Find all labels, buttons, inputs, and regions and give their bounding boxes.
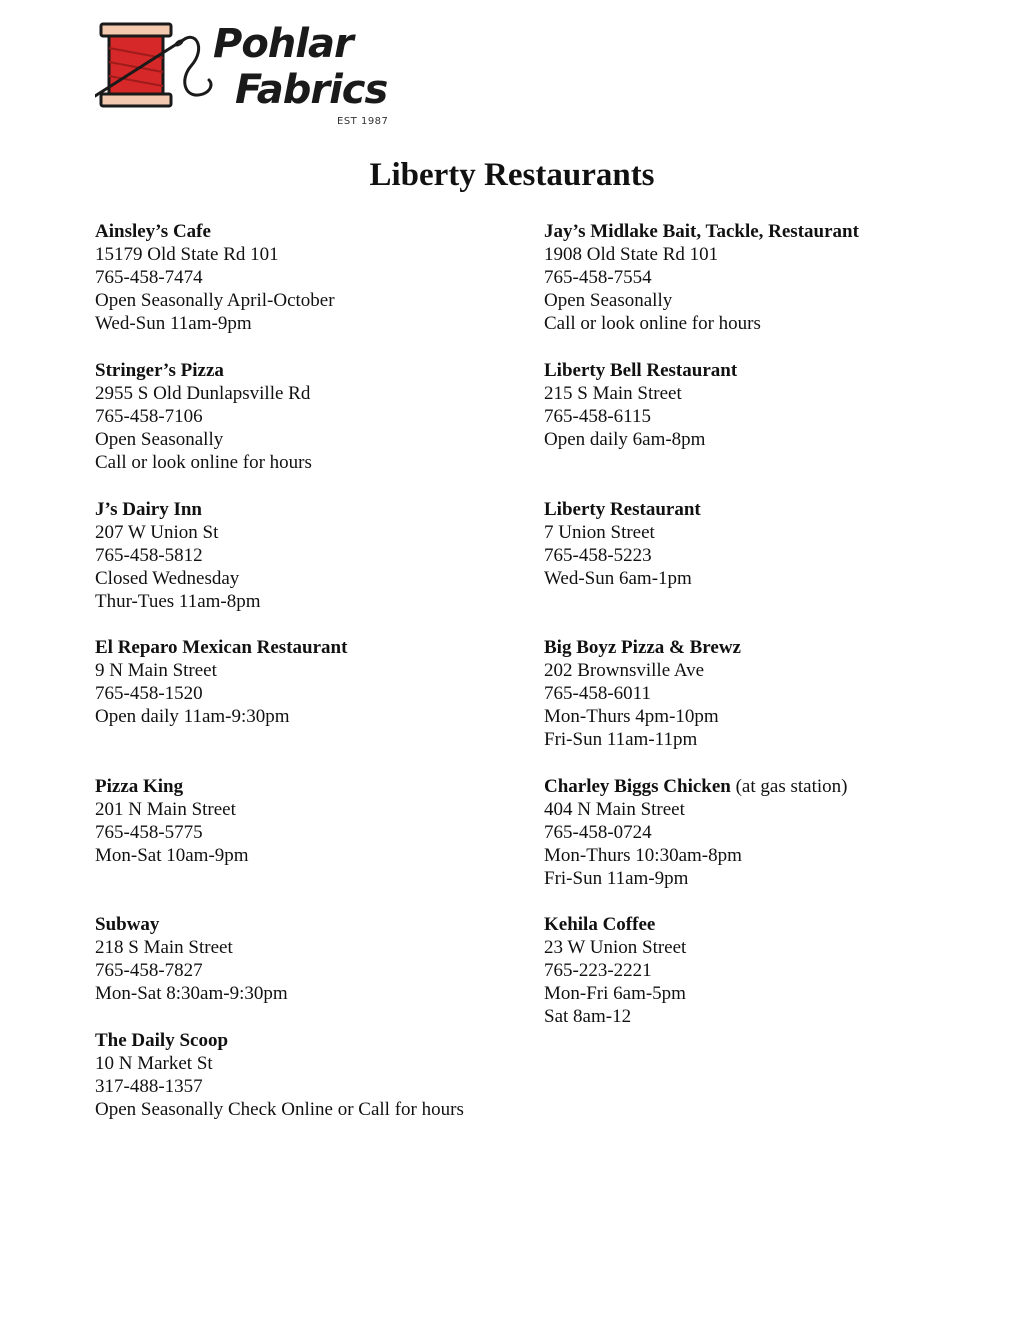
restaurant-entry <box>544 220 859 335</box>
restaurant-name: Pizza King <box>95 776 184 797</box>
spool-and-needle-icon <box>95 18 215 113</box>
restaurant-name: Subway <box>95 914 160 935</box>
restaurant-details: Mon-Thurs 4pm-10pm <box>544 706 719 728</box>
restaurant-name: The Daily Scoop <box>95 1030 229 1051</box>
restaurant-entry <box>95 636 347 728</box>
restaurant-entry <box>544 359 737 451</box>
restaurant-details: Closed Wednesday <box>95 568 240 590</box>
restaurant-entry <box>95 220 335 335</box>
restaurant-phone: 765-458-6115 <box>544 406 651 428</box>
restaurant-phone: 765-458-7106 <box>95 406 203 428</box>
restaurant-address: 10 N Market St <box>95 1053 213 1075</box>
restaurant-address: 202 Brownsville Ave <box>544 660 705 682</box>
logo-brand-line-1: Pohlar <box>213 21 353 67</box>
restaurant-note: (at gas station) <box>730 776 848 797</box>
restaurant-phone: 765-458-0724 <box>544 822 652 844</box>
restaurant-details: Open Seasonally <box>544 290 673 312</box>
restaurant-phone: 317-488-1357 <box>95 1076 203 1098</box>
restaurant-address: 7 Union Street <box>544 522 655 544</box>
restaurant-entry <box>95 913 288 1005</box>
restaurant-phone: 765-458-1520 <box>95 683 203 705</box>
restaurant-name: El Reparo Mexican Restaurant <box>95 637 348 658</box>
restaurant-entry <box>95 359 312 474</box>
restaurant-name: Kehila Coffee <box>544 914 656 935</box>
restaurant-details: Call or look online for hours <box>544 313 761 335</box>
restaurant-name: Liberty Restaurant <box>544 499 701 520</box>
restaurant-details: Mon-Sat 10am-9pm <box>95 845 249 867</box>
restaurant-name: Stringer’s Pizza <box>95 360 224 381</box>
company-logo <box>95 18 395 133</box>
restaurant-details: Open daily 6am-8pm <box>544 429 706 451</box>
restaurant-address: 23 W Union Street <box>544 937 687 959</box>
restaurant-name: Big Boyz Pizza & Brewz <box>544 637 741 658</box>
restaurant-phone: 765-458-6011 <box>544 683 651 705</box>
restaurant-address: 2955 S Old Dunlapsville Rd <box>95 383 311 405</box>
restaurant-address: 215 S Main Street <box>544 383 682 405</box>
logo-brand-line-2: Fabrics <box>235 67 388 113</box>
restaurant-details: Open daily 11am-9:30pm <box>95 706 290 728</box>
restaurant-name-row <box>544 775 847 798</box>
restaurant-details: Thur-Tues 11am-8pm <box>95 591 261 613</box>
restaurant-entry <box>544 913 686 1028</box>
restaurant-details: Fri-Sun 11am-9pm <box>544 868 689 890</box>
restaurant-name: Charley Biggs Chicken <box>544 776 731 797</box>
restaurant-details: Wed-Sun 6am-1pm <box>544 568 692 590</box>
restaurant-phone: 765-458-7474 <box>95 267 203 289</box>
restaurant-phone: 765-458-5812 <box>95 545 203 567</box>
restaurant-address: 9 N Main Street <box>95 660 217 682</box>
restaurant-details: Wed-Sun 11am-9pm <box>95 313 252 335</box>
restaurant-phone: 765-458-7554 <box>544 267 652 289</box>
restaurant-details: Open Seasonally Check Online or Call for hours <box>95 1099 464 1121</box>
restaurant-name: Liberty Bell Restaurant <box>544 360 738 381</box>
restaurant-address: 1908 Old State Rd 101 <box>544 244 719 266</box>
restaurant-address: 15179 Old State Rd 101 <box>95 244 279 266</box>
restaurant-details: Mon-Thurs 10:30am-8pm <box>544 845 742 867</box>
restaurant-details: Call or look online for hours <box>95 452 312 474</box>
restaurant-phone: 765-458-5775 <box>95 822 203 844</box>
restaurant-details: Sat 8am-12 <box>544 1006 632 1028</box>
restaurant-address: 404 N Main Street <box>544 799 685 821</box>
restaurant-entry <box>95 498 261 613</box>
restaurant-address: 201 N Main Street <box>95 799 236 821</box>
restaurant-entry <box>544 498 701 590</box>
restaurant-entry <box>544 775 847 890</box>
restaurant-phone: 765-458-5223 <box>544 545 652 567</box>
restaurant-details: Fri-Sun 11am-11pm <box>544 729 698 751</box>
restaurant-name: J’s Dairy Inn <box>95 499 202 520</box>
restaurant-entry <box>544 636 741 751</box>
restaurant-phone: 765-458-7827 <box>95 960 203 982</box>
restaurant-details: Open Seasonally <box>95 429 224 451</box>
page-title: Liberty Restaurants <box>369 157 655 193</box>
restaurant-entry <box>95 775 249 867</box>
restaurant-name: Ainsley’s Cafe <box>95 221 211 242</box>
restaurant-details: Mon-Fri 6am-5pm <box>544 983 686 1005</box>
restaurant-name: Jay’s Midlake Bait, Tackle, Restaurant <box>544 221 859 242</box>
restaurant-details: Open Seasonally April-October <box>95 290 335 312</box>
restaurant-address: 218 S Main Street <box>95 937 233 959</box>
restaurant-details: Mon-Sat 8:30am-9:30pm <box>95 983 288 1005</box>
restaurant-address: 207 W Union St <box>95 522 219 544</box>
restaurant-entry <box>95 1029 464 1121</box>
logo-established-year: EST 1987 <box>337 116 389 127</box>
restaurant-phone: 765-223-2221 <box>544 960 652 982</box>
